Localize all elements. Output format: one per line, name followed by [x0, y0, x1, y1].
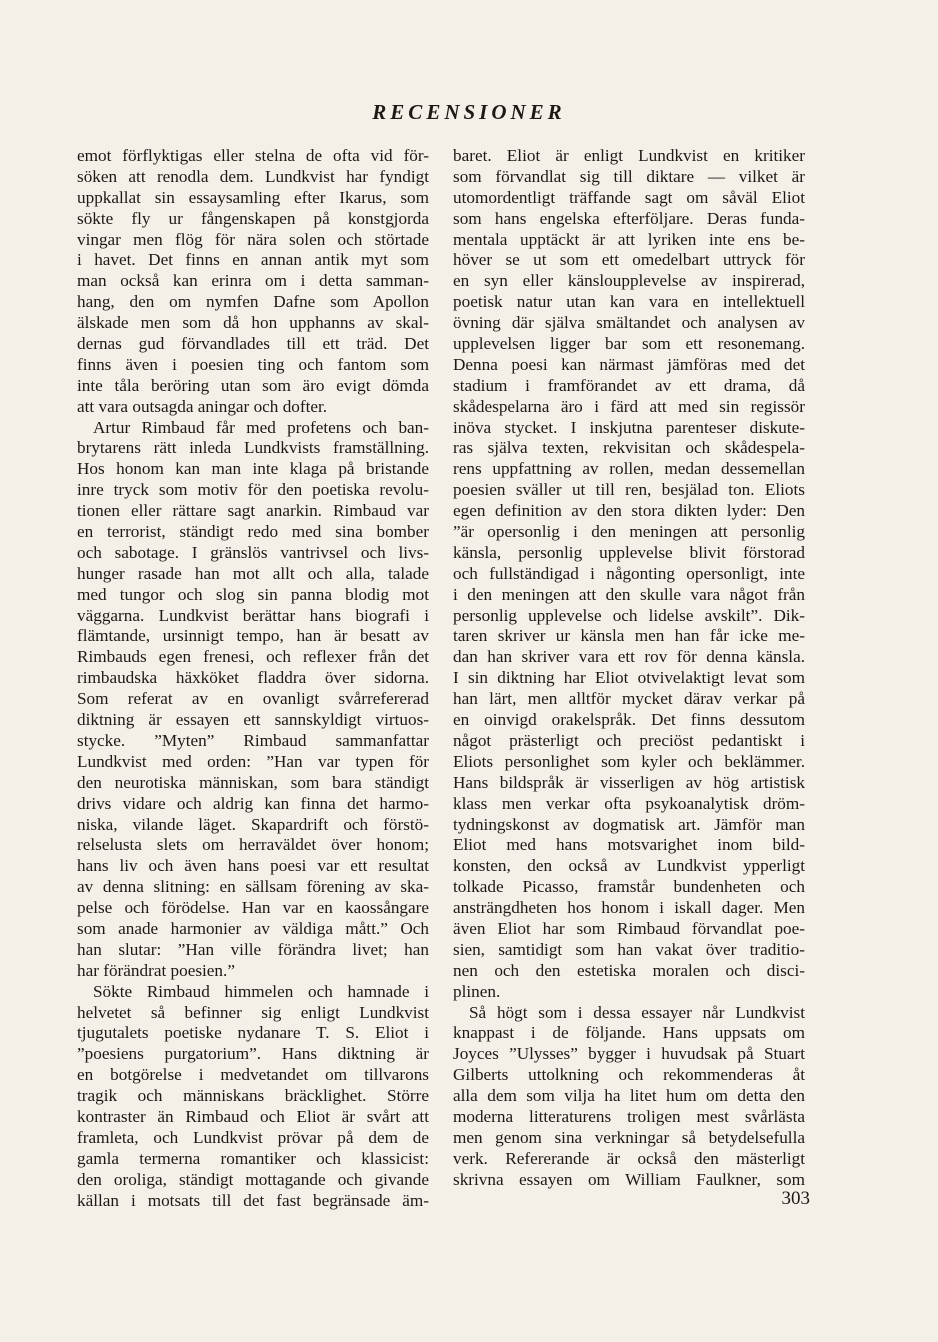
text-line: dernas gud förvandlades till ett träd. Det — [77, 334, 429, 354]
text-line: vingar men flög för nära solen och störtade — [77, 229, 429, 249]
text-line: knappast i de följande. Hans uppsats om — [453, 1023, 805, 1043]
text-line: stycke. ”Myten” Rimbaud sammanfattar — [77, 730, 429, 750]
text-line: personlig upplevelse och lidelse avskilt”. Dik- — [453, 605, 805, 625]
text-line: baret. Eliot är enligt Lundkvist en kritiker — [453, 146, 805, 165]
text-line: gamla termerna romantiker och klassicist: — [77, 1148, 429, 1168]
text-line: Hos honom kan man inte klaga på bristande — [77, 459, 429, 479]
text-line: den oroliga, ständigt mottagande och givande — [77, 1169, 429, 1189]
text-line: niska, vilande läget. Skapardrift och förstö- — [77, 814, 429, 834]
text-line: flämtande, ursinnigt tempo, han är besatt av — [77, 626, 429, 646]
text-line: väggarna. Lundkvist berättar hans biografi i — [77, 605, 429, 625]
text-line: helvetet så befinner sig enligt Lundkvist — [77, 1002, 429, 1022]
text-line: höver se ut som ett omedelbart uttryck för — [453, 250, 805, 270]
text-line: egen definition av den stora dikten lyder: Den — [453, 501, 805, 521]
text-line: att vara outsagda aningar och dofter. — [77, 396, 328, 416]
text-line: taren skriver ur känsla men han får icke me- — [453, 626, 805, 646]
text-line: moderna litteraturens troligen mest svårlästa — [453, 1106, 805, 1126]
text-line: emot förflyktigas eller stelna de ofta vid för- — [77, 146, 429, 165]
text-line: i havet. Det finns en annan antik myt som — [77, 250, 429, 270]
text-line: övning där själva smältandet och analysen av — [453, 313, 805, 333]
text-line: Så högt som i dessa essayer når Lundkvist — [469, 1002, 805, 1022]
text-line: hunger rasade han mot allt och alla, talade — [77, 563, 429, 583]
text-line: Denna poesi kan närmast jämföras med det — [453, 354, 805, 374]
text-line: som hans engelska efterföljare. Deras funda- — [453, 208, 805, 228]
text-line: relselusta slets om herraväldet över honom; — [77, 835, 429, 855]
running-head: RECENSIONER — [372, 100, 566, 124]
text-line: rens uppfattning av rollen, medan dessemellan — [453, 459, 805, 479]
text-line: något prästerligt och preciöst pedantiskt i — [453, 730, 805, 750]
text-line: Som referat av en ovanligt svårrefererad — [77, 689, 429, 709]
text-line: tolkade Picasso, framstår bundenheten och — [453, 877, 805, 897]
text-line: i den meningen att den skulle vara något från — [453, 584, 805, 604]
text-line: men genom sina verkningar så betydelsefulla — [453, 1127, 805, 1147]
text-line: verk. Refererande är också den mästerligt — [453, 1148, 805, 1168]
text-line: har förändrat poesien.” — [77, 960, 235, 980]
text-line: skådespelarna äro i färd att med sin regissör — [453, 396, 805, 416]
text-line: som förvandlat sig till diktare — vilket är — [453, 166, 805, 186]
text-line: en botgörelse i medvetandet om tillvarons — [77, 1065, 429, 1085]
text-line: ras själva texten, rekvisitan och skådespela- — [453, 438, 805, 458]
text-line: ”poesiens purgatorium”. Hans diktning är — [77, 1044, 429, 1064]
text-line: tjugutalets poetiske nydanare T. S. Eliot i — [77, 1023, 429, 1043]
text-line: hans liv och även hans poesi var ett resultat — [77, 856, 429, 876]
text-line: söken att renodla dem. Lundkvist har fyndigt — [77, 166, 429, 186]
text-line: han lärt, men alltför mycket därav verkar på — [453, 689, 805, 709]
left-text-column — [77, 146, 429, 1211]
text-line: tionen eller rättare sagt anarkin. Rimbaud var — [77, 501, 429, 521]
text-line: älskade men som då hon upphanns av skal- — [77, 313, 429, 333]
text-line: finns även i poesien ting och fantom som — [77, 354, 429, 374]
text-line: och fullständigad i någonting opersonligt, inte — [453, 563, 805, 583]
text-line: en terrorist, ständigt redo med sina bomber — [77, 522, 429, 542]
text-line: rimbaudska häxköket fladdra över sidorna. — [77, 668, 429, 688]
text-line: inöva stycket. I inskjutna parenteser diskute- — [453, 417, 805, 437]
text-line: den neurotiska människan, som bara ständigt — [77, 772, 429, 792]
text-line: pelse och förödelse. Han var en kaossångare — [77, 898, 429, 918]
text-line: diktning är essayen ett sannskyldigt virtuos- — [77, 710, 429, 730]
text-line: brytarens rätt inleda Lundkvists framställning. — [77, 438, 429, 458]
text-line: plinen. — [453, 981, 501, 1001]
text-line: av denna slitning: en sällsam förening av ska- — [77, 877, 429, 897]
text-line: konsten, den också av Lundkvist ypperligt — [453, 856, 805, 876]
text-line: utomordentligt träffande sagt om såväl Eliot — [453, 187, 805, 207]
text-line: inte tåla beröring utan som äro evigt dömda — [77, 375, 429, 395]
text-line: känsla, personlig upplevelse blivit förstorad — [453, 542, 805, 562]
text-line: han slutar: ”Han ville förändra livet; han — [77, 939, 429, 959]
text-line: sökte fly ur fångenskapen på konstgjorda — [77, 208, 429, 228]
text-line: tydningskonst av dogmatisk art. Jämför man — [453, 814, 805, 834]
text-line: en syn eller känsloupplevelse av inspirerad, — [453, 271, 805, 291]
text-line: alla dem som vilja ha litet hum om detta den — [453, 1086, 805, 1106]
text-line: som anade harmonier av väldiga mått.” Och — [77, 918, 429, 938]
text-line: källan i motsats till det fast begränsade äm- — [77, 1190, 429, 1210]
text-line: Sökte Rimbaud himmelen och hamnade i — [93, 981, 429, 1001]
text-line: Hans bildspråk är visserligen av hög artistisk — [453, 772, 805, 792]
text-line: en oinvigd orakelspråk. Det finns dessutom — [453, 710, 805, 730]
text-line: klass men verkar ofta psykoanalytisk dröm- — [453, 793, 805, 813]
text-line: Joyces ”Ulysses” bygger i huvudsak på Stuart — [453, 1044, 805, 1064]
text-line: ”är opersonlig i den meningen att personlig — [453, 522, 805, 542]
text-line: sien, samtidigt som han vakat över traditio- — [453, 939, 805, 959]
text-line: stadium i framförandet av ett drama, då — [453, 375, 805, 395]
text-line: kontraster än Rimbaud och Eliot är svårt att — [77, 1106, 429, 1126]
text-line: I sin diktning har Eliot otvivelaktigt levat som — [453, 668, 805, 688]
text-line: poesien sväller ut till ren, besjälad ton. Eliots — [453, 480, 805, 500]
text-line: uppkallat sin essaysamling efter Ikarus, som — [77, 187, 429, 207]
text-line: och sabotage. I gränslös vantrivsel och livs- — [77, 542, 429, 562]
right-text-column — [453, 146, 805, 1191]
text-line: Lundkvist med orden: ”Han var typen för — [77, 751, 429, 771]
text-line: upplevelsen ligger bar som ett resonemang. — [453, 334, 805, 354]
text-line: inre tryck som motiv för den poetiska revolu- — [77, 480, 429, 500]
text-line: framleta, och Lundkvist prövar på dem de — [77, 1127, 429, 1147]
text-line: ansträngdheten hos honom i iskall dager. Men — [453, 898, 805, 918]
text-line: skrivna essayen om William Faulkner, som — [453, 1169, 805, 1189]
text-line: dan han skriver vara ett rov för denna känsla. — [453, 647, 805, 667]
text-line: Artur Rimbaud får med profetens och ban- — [93, 417, 429, 437]
text-line: poetisk natur utan kan vara en intellektuell — [453, 292, 805, 312]
text-line: Eliots personlighet som kyler och beklämmer. — [453, 751, 805, 771]
text-line: hang, den om nymfen Dafne som Apollon — [77, 292, 429, 312]
text-line: tragik och människans bräcklighet. Större — [77, 1086, 429, 1106]
text-line: nen och den estetiska moralen och disci- — [453, 960, 805, 980]
text-line: man också kan erinra om i detta samman- — [77, 271, 429, 291]
text-line: med tungor och slog sin panna blodig mot — [77, 584, 429, 604]
text-line: drivs vidare och aldrig kan finna det harmo- — [77, 793, 429, 813]
text-line: även Eliot har som Rimbaud förvandlat poe- — [453, 918, 805, 938]
text-line: Eliot med hans motsvarighet inom bild- — [453, 835, 805, 855]
text-line: Rimbauds egen frenesi, och reflexer från det — [77, 647, 429, 667]
text-line: Gilberts uttolkning och rekommenderas åt — [453, 1065, 805, 1085]
text-line: mentala upptäckt är att lyriken inte ens be- — [453, 229, 805, 249]
page-number: 303 — [781, 1188, 810, 1209]
